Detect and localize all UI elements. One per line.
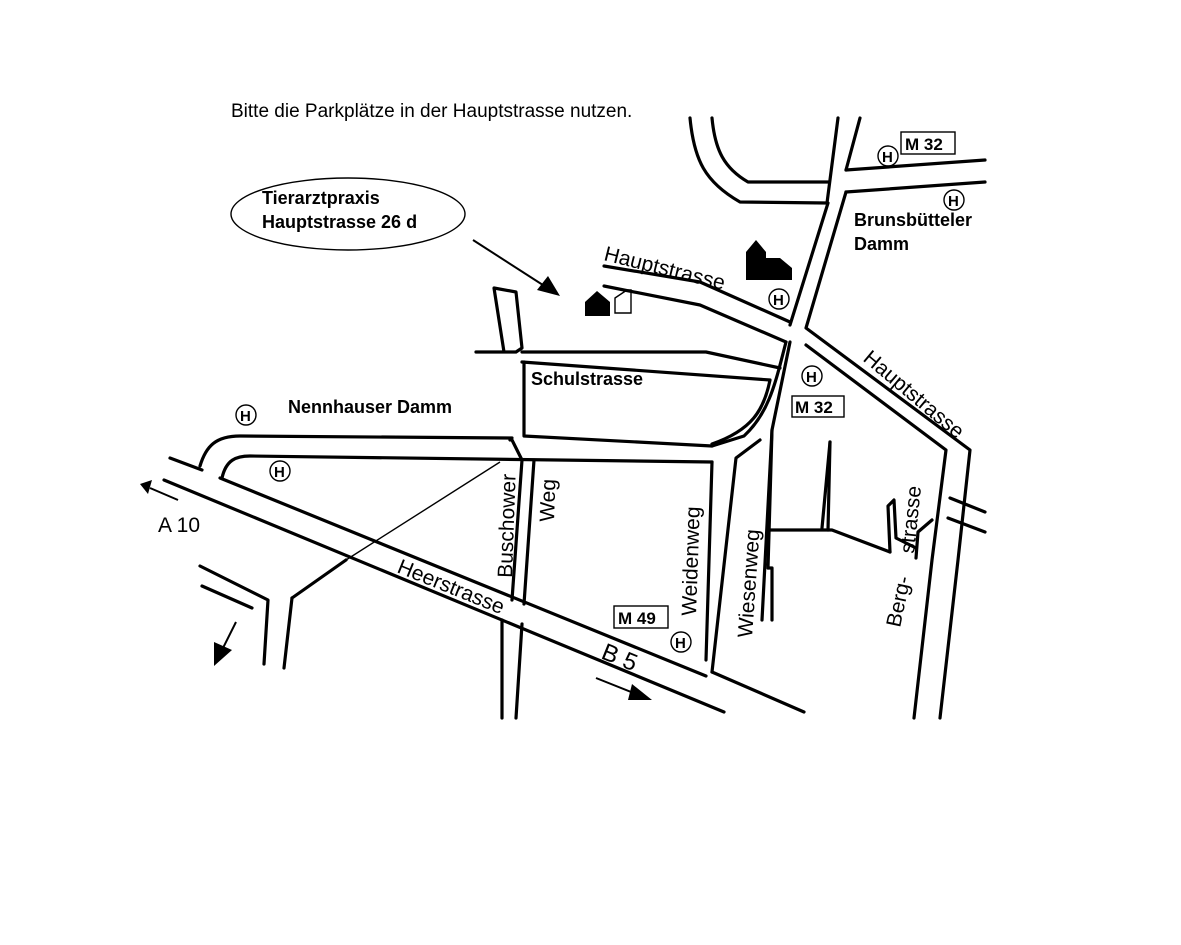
label-brunsbutteler-2: Damm xyxy=(854,234,910,254)
roads xyxy=(164,118,985,718)
label-hauptstrasse-lower: Hauptstrasse xyxy=(858,346,969,444)
svg-text:H: H xyxy=(806,369,817,386)
svg-text:H: H xyxy=(274,464,285,481)
bus-stop-icon xyxy=(236,405,256,425)
svg-text:H: H xyxy=(675,635,686,652)
clinic-pointer-arrow xyxy=(473,240,560,296)
a10-label: A 10 xyxy=(158,514,201,537)
svg-text:M 49: M 49 xyxy=(618,609,656,628)
b5-east-arrow xyxy=(596,678,652,700)
svg-text:M 32: M 32 xyxy=(905,135,943,154)
label-wiesenweg: Wiesenweg xyxy=(734,528,765,639)
svg-text:H: H xyxy=(773,292,784,309)
bus-stop-icon xyxy=(270,461,290,481)
bus-line-m32-top xyxy=(901,132,955,154)
clinic-building-icon xyxy=(585,290,631,316)
label-buschower-2: Weg xyxy=(536,478,561,523)
church-icon xyxy=(746,240,792,280)
southwest-arrow xyxy=(214,622,236,666)
bus-stop-icon xyxy=(671,632,691,652)
label-bergstrasse-2: strasse xyxy=(896,484,927,555)
clinic-address: Hauptstrasse 26 d xyxy=(262,212,418,232)
label-schulstrasse: Schulstrasse xyxy=(531,369,644,389)
bus-line-m32-mid xyxy=(792,396,844,417)
clinic-callout xyxy=(231,178,465,250)
label-hauptstrasse-upper: Hauptstrasse xyxy=(601,242,728,295)
svg-text:H: H xyxy=(240,408,251,425)
bus-stop-icon xyxy=(802,366,822,386)
svg-text:H: H xyxy=(948,193,959,210)
svg-text:H: H xyxy=(882,149,893,166)
bus-stop-icon xyxy=(769,289,789,309)
label-bergstrasse-1: Berg- xyxy=(882,574,916,630)
bus-line-m49 xyxy=(614,606,668,628)
bus-stop-icon xyxy=(944,190,964,210)
label-weidenweg: Weidenweg xyxy=(678,506,705,617)
label-buschower-1: Buschower xyxy=(494,473,521,579)
clinic-name: Tierarztpraxis xyxy=(262,188,380,208)
label-brunsbutteler-1: Brunsbütteler xyxy=(854,210,973,230)
label-heerstrasse: Heerstrasse xyxy=(394,555,508,620)
parking-notice: Bitte die Parkplätze in der Hauptstrasse nutzen. xyxy=(231,101,633,122)
svg-text:M 32: M 32 xyxy=(795,398,833,417)
label-b5: B 5 xyxy=(597,638,642,678)
bus-stop-icon xyxy=(878,146,898,166)
label-nennhauser-damm: Nennhauser Damm xyxy=(288,397,453,417)
